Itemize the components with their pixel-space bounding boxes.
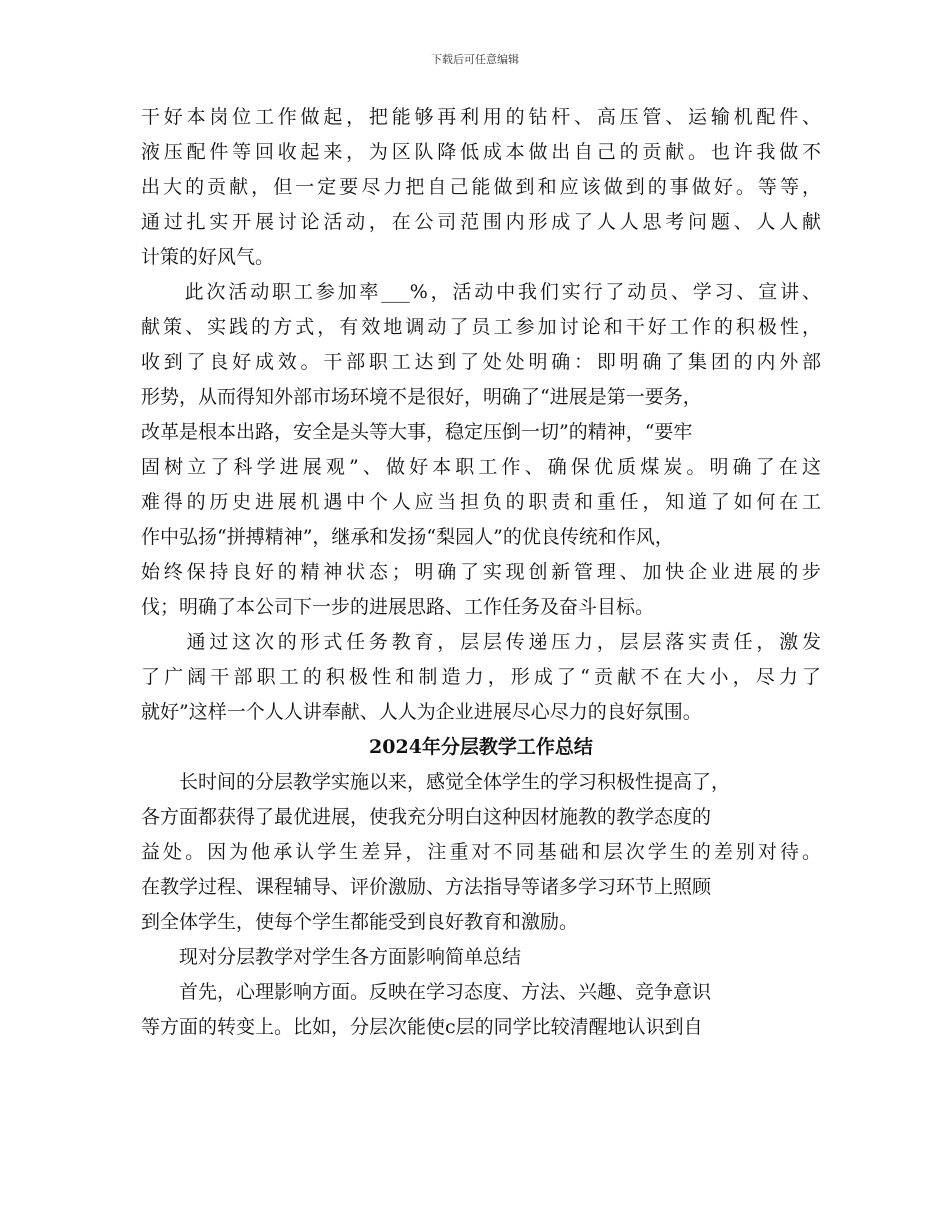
text-line: 了广阔干部职工的积极性和制造力，形成了“贡献不在大小，尽力了 [141, 666, 821, 688]
text-line: 伐；明确了本公司下一步的进展思路、工作任务及奋斗目标。 [141, 596, 655, 618]
section-2 [141, 730, 821, 1045]
text-line: 液压配件等回收起来，为区队降低成本做出自己的贡献。也许我做不 [141, 141, 821, 163]
text-line: 等方面的转变上。比如，分层次能使c层的同学比较清醒地认识到自 [141, 1016, 703, 1038]
text-line: 难得的历史进展机遇中个人应当担负的职责和重任，知道了如何在工 [141, 491, 821, 513]
text-line: 通过这次的形式任务教育，层层传递压力，层层落实责任，激发 [141, 631, 821, 653]
text-line: 各方面都获得了最优进展，使我充分明白这种因材施教的教学态度的 [141, 806, 712, 828]
text-line: 通过扎实开展讨论活动，在公司范围内形成了人人思考问题、人人献 [141, 211, 821, 233]
text-line: 作中弘扬“拼搏精神”，继承和发扬“梨园人”的优良传统和作风， [141, 526, 674, 548]
text-line: 出大的贡献，但一定要尽力把自己能做到和应该做到的事做好。等等， [141, 176, 821, 198]
text-line: 此次活动职工参加率___%，活动中我们实行了动员、学习、宣讲、 [141, 281, 821, 303]
text-line: 改革是根本出路，安全是头等大事，稳定压倒一切”的精神，“要牢 [141, 421, 693, 443]
text-line: 始终保持良好的精神状态；明确了实现创新管理、加快企业进展的步 [141, 561, 821, 583]
text-line: 长时间的分层教学实施以来，感觉全体学生的学习积极性提高了， [141, 771, 731, 793]
text-line: 干好本岗位工作做起，把能够再利用的钻杆、高压管、运输机配件、 [141, 106, 821, 128]
text-line: 益处。因为他承认学生差异，注重对不同基础和层次学生的差别对待。 [141, 841, 821, 863]
text-line: 献策、实践的方式，有效地调动了员工参加讨论和干好工作的积极性， [141, 316, 821, 338]
section-1 [141, 100, 821, 730]
section-title: 2024年分层教学工作总结 [369, 736, 593, 758]
text-line: 形势，从而得知外部市场环境不是很好，明确了“进展是第一要务， [141, 386, 702, 408]
text-line: 计策的好风气。 [141, 246, 275, 268]
text-line: 固树立了科学进展观”、做好本职工作、确保优质煤炭。明确了在这 [141, 456, 821, 478]
document-body [141, 100, 821, 1045]
text-line: 在教学过程、课程辅导、评价激励、方法指导等诸多学习环节上照顾 [141, 876, 712, 898]
text-line: 现对分层教学对学生各方面影响简单总结 [141, 946, 522, 968]
text-line: 就好”这样一个人人讲奉献、人人为企业进展尽心尽力的良好氛围。 [141, 701, 702, 723]
text-line: 收到了良好成效。干部职工达到了处处明确：即明确了集团的内外部 [141, 351, 821, 373]
text-line: 到全体学生，使每个学生都能受到良好教育和激励。 [141, 911, 579, 933]
text-line: 首先，心理影响方面。反映在学习态度、方法、兴趣、竞争意识 [141, 981, 712, 1003]
page-header-note: 下载后可任意编辑 [431, 53, 519, 66]
